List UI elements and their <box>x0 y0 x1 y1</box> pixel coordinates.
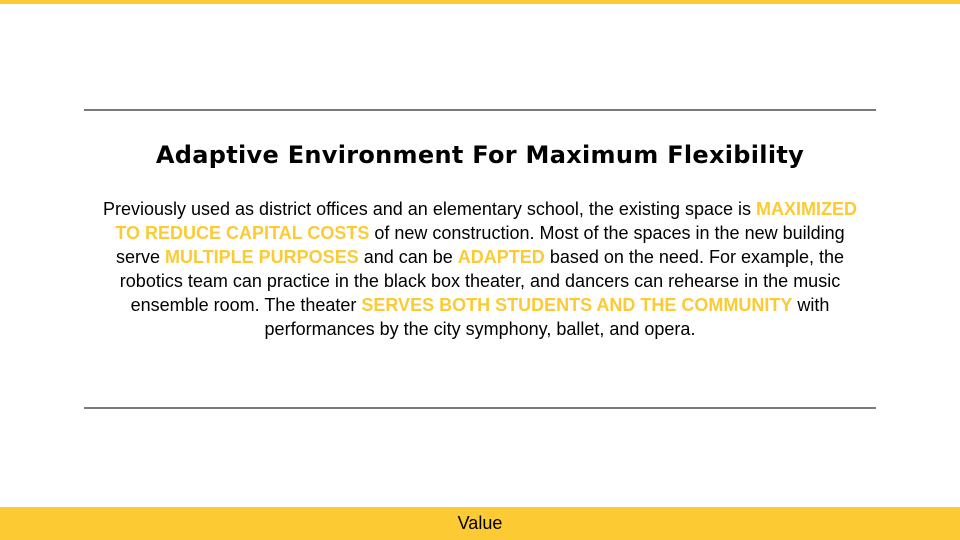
body-text-segment: and can be <box>358 247 458 267</box>
footer-bar <box>0 507 960 540</box>
body-text-segment: based on the need. For example, the robotics team can practice in the black box theater, and dancers can rehearse in the music ensemble room. The theater <box>119 247 845 315</box>
footer-label: Value <box>457 513 503 533</box>
top-divider <box>84 109 876 111</box>
highlight-multiple-purposes: MULTIPLE PURPOSES <box>165 247 359 267</box>
body-text-segment: with performances by the city symphony, ballet, and opera. <box>264 295 830 339</box>
highlight-capital-costs: MAXIMIZED TO REDUCE CAPITAL COSTS <box>115 199 857 243</box>
bottom-divider <box>84 407 876 409</box>
body-text-segment: of new construction. Most of the spaces in the new building serve <box>115 223 845 267</box>
body-text-segment: Previously used as district offices and an elementary school, the existing space is <box>102 199 756 219</box>
top-accent-bar <box>0 0 960 4</box>
highlight-students-community: SERVES BOTH STUDENTS AND THE COMMUNITY <box>361 295 793 315</box>
highlight-adapted: ADAPTED <box>457 247 545 267</box>
body-paragraph <box>96 197 864 341</box>
slide-title: Adaptive Environment For Maximum Flexibility <box>155 141 805 169</box>
